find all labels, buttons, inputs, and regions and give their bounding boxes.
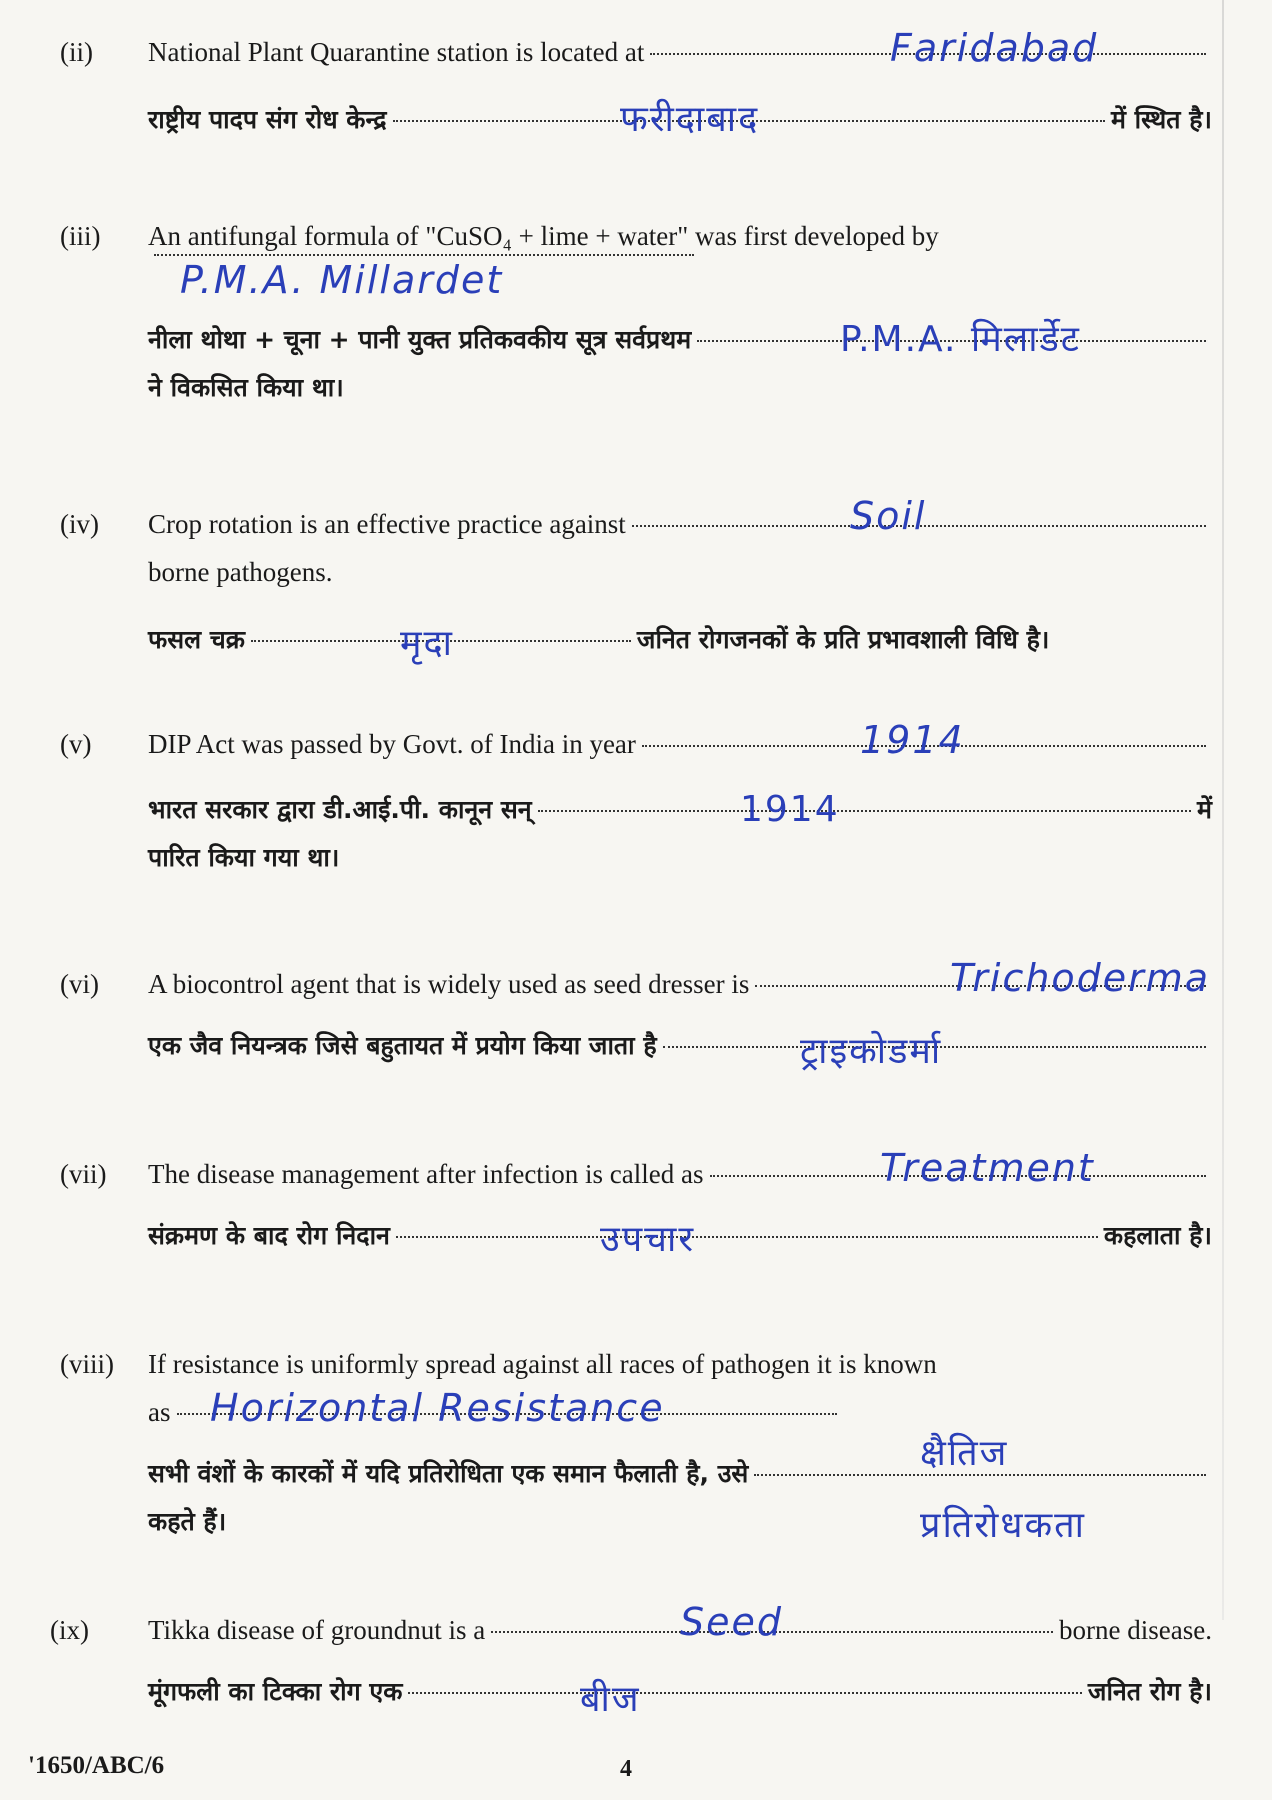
- question-hi-end: जनित रोगजनकों के प्रति प्रभावशाली विधि है।: [636, 625, 1050, 654]
- question-en-text: If resistance is uniformly spread against all races of pathogen it is known: [148, 1349, 937, 1379]
- question-hi-text: नीला थोथा + चूना + पानी युक्त प्रतिकवकीय सूत्र सर्वप्रथम: [148, 325, 692, 354]
- handwritten-answer-hi: 1914: [740, 789, 840, 830]
- handwritten-answer-hi: क्षैतिज: [920, 1433, 1009, 1474]
- question-en-line: [50, 1600, 1212, 1654]
- question-hi-text: संक्रमण के बाद रोग निदान: [148, 1221, 390, 1250]
- question-en-answer-line: [60, 1388, 1212, 1436]
- question-hi-end: में स्थित है।: [1110, 105, 1212, 134]
- question-hi-line: [60, 1668, 1212, 1720]
- question-hi-line: [60, 1022, 1212, 1070]
- question-hi-line: [60, 316, 1212, 364]
- question-en-line: [60, 720, 1212, 768]
- question-en-line: [60, 494, 1212, 548]
- handwritten-answer-en: Soil: [850, 494, 927, 538]
- question-en-text: National Plant Quarantine station is located at: [148, 37, 645, 67]
- question-en-answer-line: [60, 260, 1212, 308]
- question-number: (iii): [60, 221, 101, 251]
- handwritten-answer-en: Treatment: [880, 1146, 1095, 1190]
- question-en-text-2: as: [148, 1397, 171, 1427]
- question-number: (vi): [60, 969, 99, 999]
- question-number: (v): [60, 729, 92, 759]
- question-hi-line: [60, 786, 1212, 834]
- question-en-text: An antifungal formula of "CuSO₄ + lime + water" was first developed by: [148, 221, 939, 251]
- paper-code: '1650/ABC/6: [28, 1752, 165, 1779]
- question-hi-end: कहते हैं।: [148, 1507, 227, 1536]
- question-number: (iv): [60, 509, 99, 539]
- question-en-line: [60, 1146, 1212, 1198]
- question-viii: [60, 1340, 1212, 1546]
- question-v: [60, 720, 1212, 882]
- question-hi-end: जनित रोग है।: [1087, 1677, 1212, 1706]
- question-en-text: DIP Act was passed by Govt. of India in year: [148, 729, 636, 759]
- question-number: (vii): [60, 1159, 107, 1189]
- question-hi-end: ने विकसित किया था।: [148, 373, 344, 402]
- handwritten-answer-hi: बीज: [580, 1679, 641, 1720]
- question-en-end: borne disease.: [1059, 1615, 1212, 1645]
- question-hi-line-2: [60, 1498, 1212, 1546]
- question-hi-line: [60, 96, 1212, 144]
- question-hi-end: में: [1197, 795, 1212, 824]
- handwritten-answer-en: 1914: [860, 718, 965, 762]
- question-ix: [50, 1600, 1212, 1720]
- question-hi-text: भारत सरकार द्वारा डी.आई.पी. कानून सन्: [148, 795, 532, 824]
- question-hi-line: [60, 1433, 1212, 1498]
- question-hi-line-2: [60, 834, 1212, 882]
- question-hi-end-2: पारित किया गया था।: [148, 843, 340, 872]
- page-number: 4: [620, 1756, 632, 1782]
- handwritten-answer-en: Trichoderma: [950, 956, 1211, 1000]
- handwritten-answer-en: Faridabad: [890, 26, 1099, 70]
- handwritten-answer-en: P.M.A. Millardet: [180, 258, 504, 302]
- question-hi-text: सभी वंशों के कारकों में यदि प्रतिरोधिता एक समान फैलाती है, उसे: [148, 1459, 749, 1488]
- question-en-line: [60, 212, 1212, 260]
- question-en-line: [60, 956, 1212, 1008]
- handwritten-answer-en: Seed: [680, 1600, 783, 1644]
- page-edge-shadow: [1222, 0, 1224, 1620]
- question-en-line: [60, 1340, 1212, 1388]
- question-ii: [60, 28, 1212, 144]
- question-hi-end: कहलाता है।: [1103, 1221, 1212, 1250]
- question-hi-text: राष्ट्रीय पादप संग रोध केन्द्र: [148, 105, 387, 134]
- handwritten-answer-hi: मृदा: [400, 623, 454, 664]
- handwritten-answer-hi-2: प्रतिरोधकता: [920, 1505, 1087, 1546]
- question-hi-text: फसल चक्र: [148, 625, 245, 654]
- question-hi-text: एक जैव नियन्त्रक जिसे बहुतायत में प्रयोग किया जाता है: [148, 1031, 657, 1060]
- question-en-end: borne pathogens.: [148, 557, 333, 587]
- question-iv: [60, 494, 1212, 664]
- question-en-text: The disease management after infection is called as: [148, 1159, 704, 1189]
- question-vi: [60, 956, 1212, 1072]
- question-en-line-2: [60, 548, 1212, 596]
- question-en-text: Crop rotation is an effective practice against: [148, 509, 626, 539]
- question-en-line: [60, 28, 1212, 76]
- question-number: (ix): [50, 1615, 89, 1645]
- question-vii: [60, 1146, 1212, 1260]
- handwritten-answer-hi: उपचार: [600, 1219, 696, 1260]
- handwritten-answer-hi: फरीदाबाद: [620, 99, 760, 140]
- question-hi-line: [60, 1212, 1212, 1260]
- handwritten-answer-hi: ट्राइकोडर्मा: [800, 1031, 943, 1072]
- answer-blank: [396, 1236, 1098, 1238]
- question-number: (ii): [60, 37, 93, 67]
- question-en-text: Tikka disease of groundnut is a: [148, 1615, 486, 1645]
- question-iii: [60, 212, 1212, 412]
- handwritten-answer-en: Horizontal Resistance: [210, 1386, 665, 1430]
- answer-blank: [538, 810, 1191, 812]
- question-hi-line-2: [60, 364, 1212, 412]
- question-hi-text: मूंगफली का टिक्का रोग एक: [148, 1677, 403, 1706]
- answer-blank: [408, 1692, 1082, 1694]
- question-hi-line: [60, 616, 1212, 664]
- handwritten-answer-hi: P.M.A. मिलार्डेट: [840, 319, 1081, 360]
- question-number: (viii): [60, 1349, 114, 1379]
- question-en-text: A biocontrol agent that is widely used as seed dresser is: [148, 969, 750, 999]
